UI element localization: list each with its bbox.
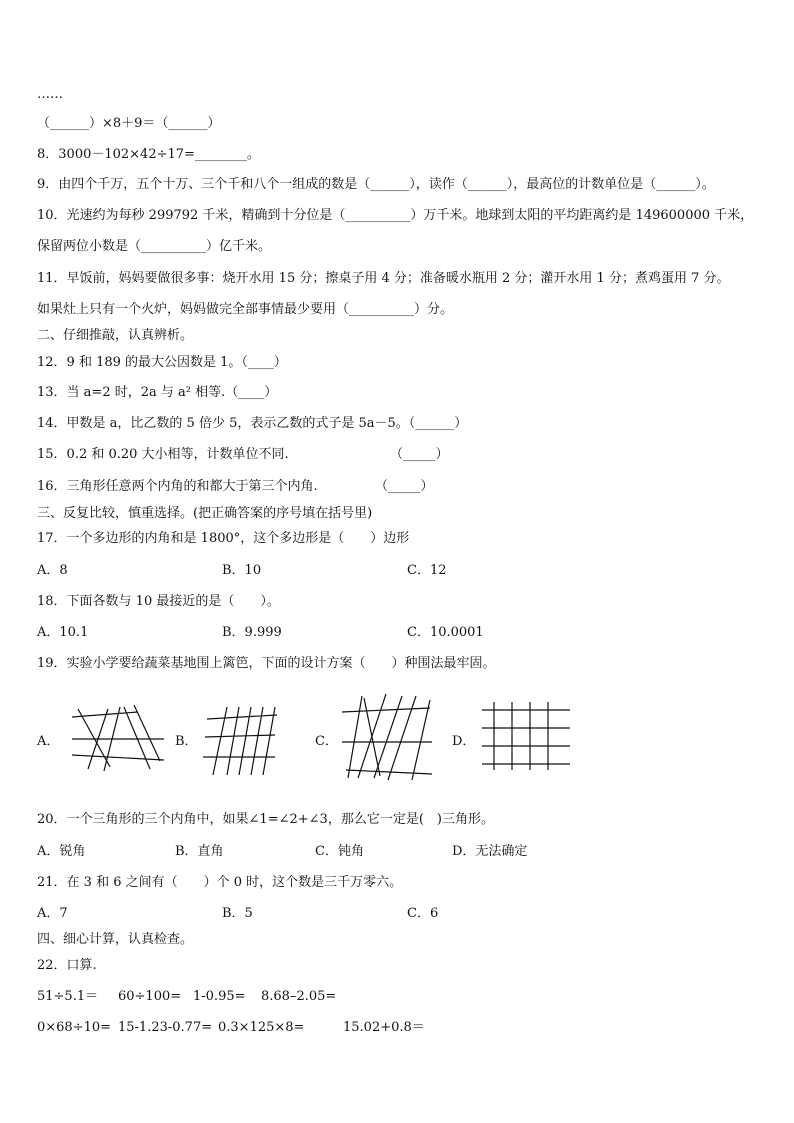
question-11-line-2: 如果灶上只有一个火炉，妈妈做完全部事情最少要用（__________）分。	[37, 302, 454, 317]
question-16-blank: （_____）	[375, 479, 434, 494]
q18-option-c: C．10.0001	[407, 625, 484, 640]
section-4-heading: 四、细心计算，认真检查。	[37, 932, 194, 947]
q19-option-c: C．	[315, 734, 338, 749]
fence-figure-a	[68, 703, 168, 779]
fence-figure-b	[203, 705, 283, 783]
calc-2: 60÷100=	[118, 989, 182, 1004]
question-16: 16．三角形任意两个内角的和都大于第三个内角.	[37, 479, 318, 494]
calc-5: 0×68÷10=	[37, 1020, 112, 1035]
calc-4: 8.68–2.05=	[261, 989, 337, 1004]
question-15-blank: （_____）	[390, 447, 449, 462]
formula-line: （______）×8＋9＝（______）	[37, 116, 221, 131]
question-17: 17．一个多边形的内角和是 1800°，这个多边形是（ ）边形	[37, 531, 410, 546]
q21-option-c: C．6	[407, 906, 439, 921]
q19-option-b: B．	[175, 734, 198, 749]
fence-figure-d	[480, 700, 575, 776]
calc-7: 0.3×125×8=	[218, 1020, 305, 1035]
q20-option-c: C．钝角	[315, 844, 364, 859]
ellipsis: ……	[37, 87, 63, 102]
q17-option-a: A．8	[37, 563, 68, 578]
fence-figure-c	[340, 690, 435, 786]
question-22: 22．口算.	[37, 958, 97, 973]
q21-option-b: B．5	[222, 906, 253, 921]
question-18: 18．下面各数与 10 最接近的是（ ）。	[37, 594, 280, 609]
question-11-line-1: 11．早饭前，妈妈要做很多事：烧开水用 15 分；擦桌子用 4 分；准备暖水瓶用 2 分；灌开水用 1 分；煮鸡蛋用 7 分。	[37, 271, 730, 286]
question-20: 20．一个三角形的三个内角中，如果∠1=∠2+∠3，那么它一定是( )三角形。	[37, 812, 494, 827]
q18-option-a: A．10.1	[37, 625, 89, 640]
question-14: 14．甲数是 a，比乙数的 5 倍少 5，表示乙数的式子是 5a－5。（______）	[37, 416, 468, 431]
section-2-heading: 二、仔细推敲，认真辨析。	[37, 328, 194, 343]
q19-option-a: A．	[37, 734, 60, 749]
calc-1: 51÷5.1＝	[37, 989, 99, 1004]
question-19: 19．实验小学要给蔬菜基地围上篱笆，下面的设计方案（ ）种围法最牢固。	[37, 656, 496, 671]
q20-option-a: A．锐角	[37, 844, 86, 859]
q19-option-d: D．	[452, 734, 476, 749]
question-9: 9．由四个千万，五个十万、三个千和八个一组成的数是（______），读作（______），最高位的计数单位是（______）。	[37, 177, 715, 192]
calc-8: 15.02+0.8＝	[343, 1020, 425, 1035]
q20-option-d: D．无法确定	[452, 844, 528, 859]
question-8: 8．3000－102×42÷17=________。	[37, 147, 260, 162]
question-10-line-2: 保留两位小数是（__________）亿千米。	[37, 239, 272, 254]
q21-option-a: A．7	[37, 906, 68, 921]
question-12: 12．9 和 189 的最大公因数是 1。（____）	[37, 355, 287, 370]
question-13: 13．当 a=2 时，2a 与 a² 相等.（____）	[37, 385, 278, 400]
section-3-heading: 三、反复比较，慎重选择。(把正确答案的序号填在括号里)	[37, 506, 373, 521]
q17-option-c: C．12	[407, 563, 447, 578]
question-10-line-1: 10．光速约为每秒 299792 千米，精确到十分位是（__________）万千米。地球到太阳的平均距离约是 149600000 千米，	[37, 208, 754, 223]
q17-option-b: B．10	[222, 563, 262, 578]
q18-option-b: B．9.999	[222, 625, 282, 640]
question-21: 21．在 3 和 6 之间有（ ）个 0 时，这个数是三千万零六。	[37, 875, 403, 890]
question-15: 15．0.2 和 0.20 大小相等，计数单位不同.	[37, 447, 289, 462]
calc-6: 15-1.23-0.77=	[118, 1020, 213, 1035]
q20-option-b: B．直角	[175, 844, 224, 859]
calc-3: 1-0.95=	[193, 989, 246, 1004]
